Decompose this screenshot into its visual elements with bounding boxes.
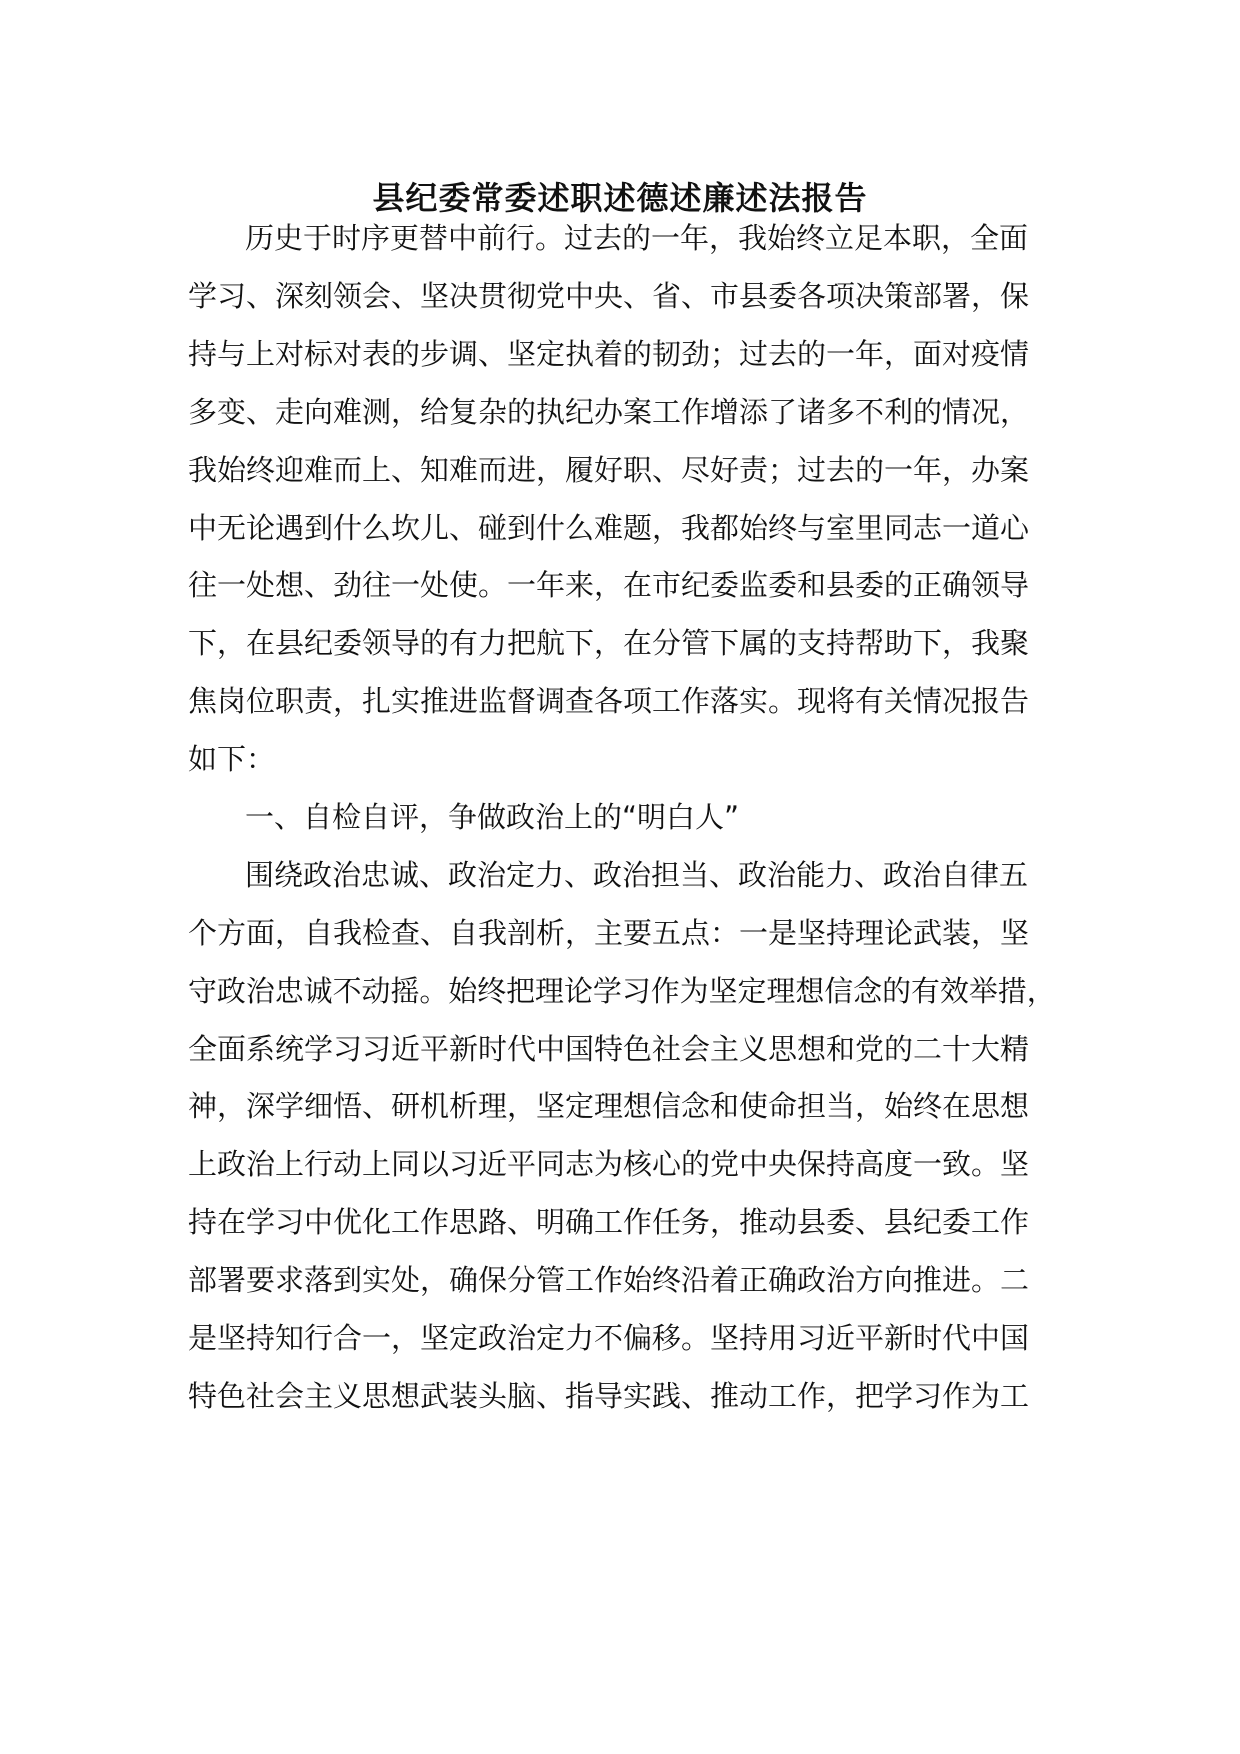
paragraph-line: 守政治忠诚不动摇。始终把理论学习作为坚定理想信念的有效举措， <box>188 974 1056 1008</box>
paragraph-line: 全面系统学习习近平新时代中国特色社会主义思想和党的二十大精 <box>188 1032 1030 1066</box>
paragraph-line: 学习、深刻领会、坚决贯彻党中央、省、市县委各项决策部署，保 <box>188 279 1030 313</box>
paragraph-line: 下，在县纪委领导的有力把航下，在分管下属的支持帮助下，我聚 <box>188 626 1030 660</box>
paragraph-line: 神，深学细悟、研机析理，坚定理想信念和使命担当，始终在思想 <box>188 1089 1030 1123</box>
paragraph-line: 持在学习中优化工作思路、明确工作任务，推动县委、县纪委工作 <box>188 1205 1030 1239</box>
paragraph-line: 围绕政治忠诚、政治定力、政治担当、政治能力、政治自律五 <box>245 858 1029 892</box>
section-heading: 一、自检自评，争做政治上的“明白人” <box>245 800 740 834</box>
paragraph-line: 上政治上行动上同以习近平同志为核心的党中央保持高度一致。坚 <box>188 1147 1030 1181</box>
document-title: 县纪委常委述职述德述廉述法报告 <box>372 179 868 217</box>
paragraph-line: 历史于时序更替中前行。过去的一年，我始终立足本职，全面 <box>245 221 1029 255</box>
paragraph-line: 如下： <box>188 742 276 776</box>
paragraph-line: 我始终迎难而上、知难而进，履好职、尽好责；过去的一年，办案 <box>188 453 1030 487</box>
paragraph-line: 部署要求落到实处，确保分管工作始终沿着正确政治方向推进。二 <box>188 1263 1030 1297</box>
paragraph-line: 往一处想、劲往一处使。一年来，在市纪委监委和县委的正确领导 <box>188 568 1030 602</box>
paragraph-line: 持与上对标对表的步调、坚定执着的韧劲；过去的一年，面对疫情 <box>188 337 1030 371</box>
paragraph-line: 是坚持知行合一，坚定政治定力不偏移。坚持用习近平新时代中国 <box>188 1321 1030 1355</box>
paragraph-line: 中无论遇到什么坎儿、碰到什么难题，我都始终与室里同志一道心 <box>188 511 1030 545</box>
paragraph-line: 焦岗位职责，扎实推进监督调查各项工作落实。现将有关情况报告 <box>188 684 1030 718</box>
paragraph-line: 个方面，自我检查、自我剖析，主要五点：一是坚持理论武装，坚 <box>188 916 1030 950</box>
paragraph-line: 特色社会主义思想武装头脑、指导实践、推动工作，把学习作为工 <box>188 1379 1030 1413</box>
paragraph-line: 多变、走向难测，给复杂的执纪办案工作增添了诸多不利的情况， <box>188 395 1030 429</box>
